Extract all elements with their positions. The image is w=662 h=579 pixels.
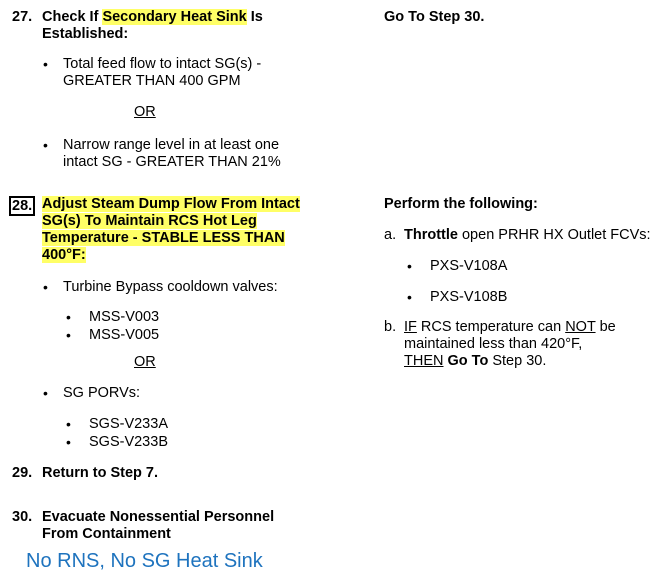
bullet-icon: • [66, 434, 71, 450]
step-28-fcv1: PXS-V108A [430, 258, 508, 274]
rnr-b-not: NOT [565, 319, 596, 335]
step-28-valve1: MSS-V003 [89, 309, 160, 325]
rnr-b-goto: Go To [447, 353, 489, 369]
bullet-icon: • [43, 137, 48, 153]
step-27-bullet1-line2: GREATER THAN 400 GPM [63, 73, 241, 89]
step-29-number: 29. [12, 465, 33, 481]
step-27-or: OR [134, 104, 156, 120]
rnr-b-end: Step 30. [488, 353, 547, 369]
step-27-title [42, 9, 263, 25]
rnr-b-text1: RCS temperature can [416, 319, 566, 335]
bullet-icon: • [43, 56, 48, 72]
step-27-rnr: Go To Step 30. [384, 9, 485, 25]
step-27-bullet2-line1: Narrow range level in at least one [63, 137, 280, 153]
step-28-number: 28. [9, 196, 35, 216]
step-28-porv: SG PORVs: [63, 385, 141, 401]
step-27-title-line2: Established: [42, 26, 129, 42]
step-27-title-pre: Check If [42, 9, 103, 25]
step-30-text [42, 509, 274, 543]
step-28-valve2: MSS-V005 [89, 327, 160, 343]
step-28-rnr-b [404, 319, 616, 370]
step-28-title-line1: Adjust Steam Dump Flow From Intact [42, 196, 300, 212]
bullet-icon: • [66, 327, 71, 343]
step-28-fcv2: PXS-V108B [430, 289, 508, 305]
step-30-number: 30. [12, 509, 33, 525]
rnr-b-then: THEN [404, 353, 444, 369]
rnr-b-if: IF [404, 319, 417, 335]
step-27-number: 27. [12, 9, 33, 25]
step-27-bullet2 [63, 137, 281, 171]
step-28-porv2: SGS-V233B [89, 434, 168, 450]
bullet-icon: • [43, 279, 48, 295]
step-28-title [42, 196, 300, 264]
step-28-rnr-title: Perform the following: [384, 196, 538, 212]
step-29-text: Return to Step 7. [42, 465, 159, 481]
step-28-rnr-a-bold: Throttle [404, 227, 458, 243]
bullet-icon: • [407, 289, 412, 305]
step-27-bullet2-line2: intact SG - GREATER THAN 21% [63, 154, 281, 170]
rnr-b-text2: be [595, 319, 616, 335]
step-28-bypass: Turbine Bypass cooldown valves: [63, 279, 278, 295]
step-28-rnr-a-rest: open PRHR HX Outlet FCVs: [457, 227, 651, 243]
footer-title: No RNS, No SG Heat Sink [26, 550, 263, 572]
step-28-porv1: SGS-V233A [89, 416, 168, 432]
step-27-title-highlight: Secondary Heat Sink [102, 9, 247, 25]
step-27-bullet1 [63, 56, 261, 90]
bullet-icon: • [43, 385, 48, 401]
step-28-title-line4: 400°F: [42, 247, 86, 263]
step-30-line2: From Containment [42, 526, 171, 542]
step-28-title-line2: SG(s) To Maintain RCS Hot Leg [42, 213, 257, 229]
bullet-icon: • [66, 309, 71, 325]
bullet-icon: • [66, 416, 71, 432]
step-28-or: OR [134, 354, 156, 370]
step-27-title-post: Is [246, 9, 263, 25]
bullet-icon: • [407, 258, 412, 274]
step-28-rnr-a [404, 227, 651, 243]
step-27-bullet1-line1: Total feed flow to intact SG(s) - [63, 56, 262, 72]
step-28-rnr-b-label: b. [384, 319, 397, 335]
step-28-title-line3: Temperature - STABLE LESS THAN [42, 230, 285, 246]
step-30-line1: Evacuate Nonessential Personnel [42, 509, 275, 525]
rnr-b-line2: maintained less than 420°F, [404, 336, 583, 352]
step-28-rnr-a-label: a. [384, 227, 397, 243]
